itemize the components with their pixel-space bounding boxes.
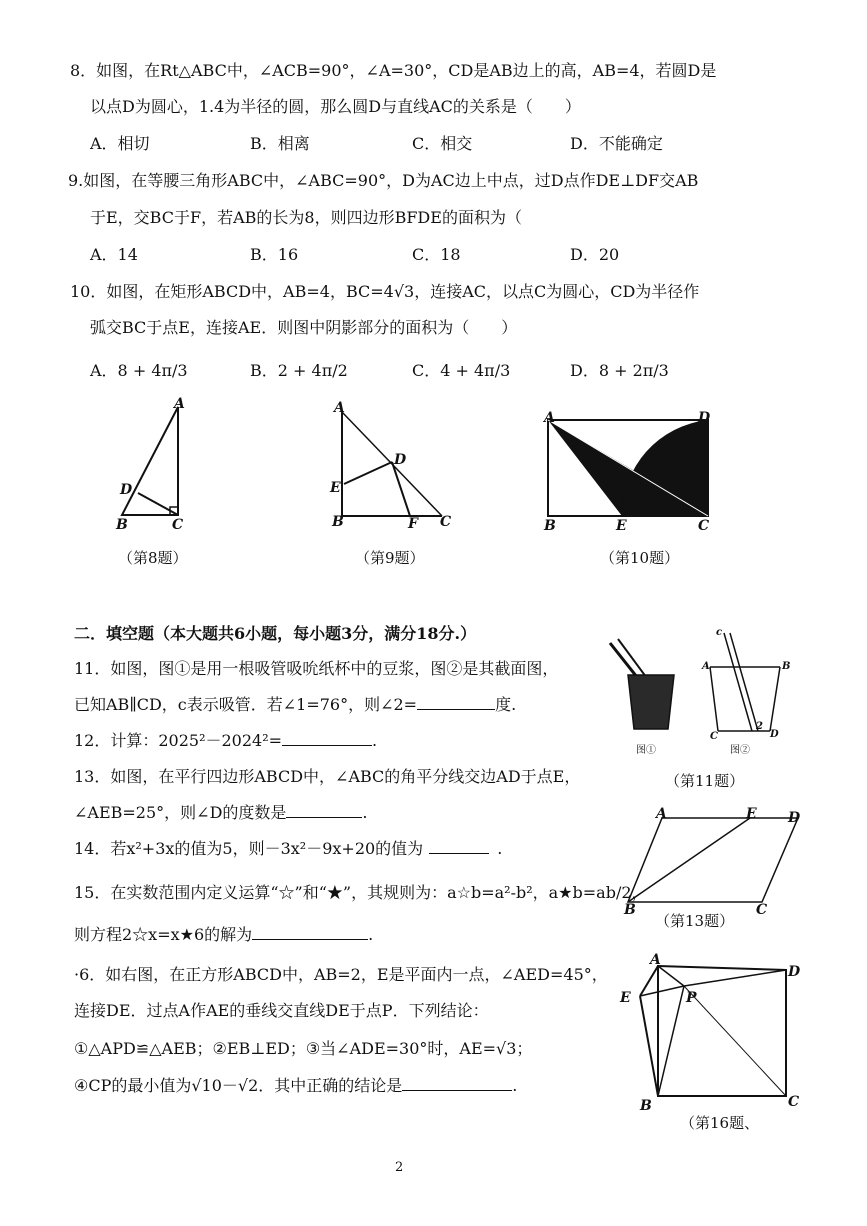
figure-11 — [606, 625, 816, 760]
q14-end: . — [497, 839, 503, 858]
svg-text:B: B — [624, 902, 636, 918]
svg-text:C: C — [172, 517, 184, 533]
svg-text:c: c — [716, 627, 723, 638]
q16-text: ④CP的最小值为√10－√2．其中正确的结论是 — [74, 1076, 403, 1095]
svg-text:P: P — [686, 990, 697, 1006]
svg-text:A: A — [656, 806, 667, 822]
q11-answer-blank[interactable] — [417, 695, 495, 710]
page-number: 2 — [395, 1160, 404, 1175]
q16-end: . — [512, 1076, 518, 1095]
svg-text:B: B — [640, 1098, 652, 1114]
svg-text:B: B — [116, 517, 128, 533]
q9-line2: 于E，交BC于F，若AB的长为8，则四边形BFDE的面积为（ — [90, 208, 522, 227]
svg-text:D: D — [120, 482, 133, 498]
q10-option-d: D．8 + 2π/3 — [570, 361, 669, 380]
q10-option-b: B．2 + 4π/2 — [250, 361, 348, 380]
svg-text:B: B — [782, 661, 791, 672]
q16-answer-blank[interactable] — [402, 1076, 512, 1091]
figure-8 — [110, 395, 200, 535]
figure-16 — [614, 950, 814, 1114]
q8-option-c: C．相交 — [412, 134, 473, 153]
q8-option-b: B．相离 — [250, 134, 310, 153]
svg-text:2: 2 — [756, 721, 763, 732]
svg-text:C: C — [710, 731, 718, 742]
q11-line1: 11．如图，图①是用一根吸管吸吮纸杯中的豆浆，图②是其截面图， — [74, 659, 559, 678]
q13-text: ∠AEB=25°，则∠D的度数是 — [74, 803, 287, 822]
caption-fig9: （第9题） — [355, 549, 425, 567]
caption-fig16: （第16题、 — [680, 1114, 760, 1132]
q12-line — [74, 728, 377, 751]
svg-text:C: C — [756, 902, 768, 918]
q9-option-d: D．20 — [570, 245, 620, 264]
svg-text:E: E — [746, 806, 757, 822]
svg-text:E: E — [620, 990, 631, 1006]
caption-fig13: （第13题） — [655, 912, 735, 930]
svg-text:A: A — [650, 952, 661, 968]
q9-line1: 9.如图，在等腰三角形ABC中，∠ABC=90°，D为AC边上中点，过D点作DE⊥DF交AB — [68, 171, 699, 190]
svg-text:A: A — [174, 396, 185, 412]
q12-answer-blank[interactable] — [282, 731, 372, 746]
fig11-label-left: 图① — [636, 745, 656, 756]
q11-text: 已知AB∥CD，c表示吸管．若∠1=76°，则∠2= — [74, 695, 418, 714]
caption-fig10: （第10题） — [600, 549, 680, 567]
svg-text:D: D — [788, 964, 801, 980]
q8-option-d: D．不能确定 — [570, 134, 663, 153]
q16-line3: ①△APD≌△AEB；②EB⊥ED；③当∠ADE=30°时，AE=√3； — [74, 1039, 533, 1058]
q12-end: . — [372, 731, 378, 750]
q14-line — [74, 836, 502, 859]
q10-option-a: A．8 + 4π/3 — [90, 361, 188, 380]
section-2-title: 二．填空题（本大题共6小题，每小题3分，满分18分.） — [74, 624, 477, 643]
q11-line2 — [74, 692, 516, 715]
q10-option-c: C．4 + 4π/3 — [412, 361, 511, 380]
q16-line1: ·6．如右图，在正方形ABCD中，AB=2，E是平面内一点，∠AED=45°， — [74, 965, 608, 984]
caption-fig11: （第11题） — [665, 772, 745, 790]
svg-text:D: D — [788, 810, 801, 826]
svg-text:F: F — [408, 516, 418, 532]
q14-text: 14．若x²+3x的值为5，则－3x²－9x+20的值为 — [74, 839, 424, 858]
fig11-label-right: 图② — [730, 745, 750, 756]
q13-answer-blank[interactable] — [286, 803, 362, 818]
svg-text:A: A — [702, 661, 710, 672]
figure-13 — [620, 806, 810, 916]
svg-text:E: E — [330, 480, 341, 496]
q9-option-c: C．18 — [412, 245, 461, 264]
q10-line2: 弧交BC于点E，连接AE．则图中阴影部分的面积为（ ） — [90, 318, 518, 337]
q12-text: 12．计算：2025²－2024²= — [74, 731, 283, 750]
q9-option-a: A．14 — [90, 245, 138, 264]
svg-text:B: B — [544, 518, 556, 534]
q13-end: . — [362, 803, 368, 822]
q15-text: 则方程2☆x=x★6的解为 — [74, 925, 253, 944]
q14-answer-blank[interactable] — [429, 839, 489, 854]
svg-text:D: D — [698, 410, 711, 426]
q10-line1: 10．如图，在矩形ABCD中，AB=4，BC=4√3，连接AC，以点C为圆心，CD为半径作 — [70, 282, 700, 301]
q9-option-b: B．16 — [250, 245, 299, 264]
q8-line1: 8．如图，在Rt△ABC中，∠ACB=90°，∠A=30°，CD是AB边上的高，AB=4，若圆D是 — [70, 61, 717, 80]
svg-text:B: B — [332, 514, 344, 530]
q16-line4 — [74, 1073, 517, 1096]
svg-text:D: D — [770, 729, 779, 740]
figure-9 — [330, 398, 460, 538]
svg-text:C: C — [440, 514, 452, 530]
figure-10 — [540, 410, 720, 535]
q15-line1: 15．在实数范围内定义运算“☆”和“★”，其规则为：a☆b=a²-b²，a★b=ab/2， — [74, 883, 648, 902]
svg-text:E: E — [616, 518, 627, 534]
q15-line2 — [74, 922, 373, 945]
svg-text:A: A — [544, 410, 555, 426]
q11-unit: 度. — [495, 695, 517, 714]
svg-text:D: D — [394, 452, 407, 468]
svg-text:C: C — [698, 518, 710, 534]
q8-line2: 以点D为圆心，1.4为半径的圆，那么圆D与直线AC的关系是（ ） — [90, 97, 581, 116]
q13-line1: 13．如图，在平行四边形ABCD中，∠ABC的角平分线交边AD于点E， — [74, 767, 581, 786]
caption-fig8: （第8题） — [118, 549, 188, 567]
q15-answer-blank[interactable] — [252, 925, 368, 940]
q8-option-a: A．相切 — [90, 134, 150, 153]
svg-text:A: A — [334, 400, 345, 416]
q15-end: . — [368, 925, 374, 944]
q13-line2 — [74, 800, 368, 823]
q16-line2: 连接DE．过点A作AE的垂线交直线DE于点P．下列结论： — [74, 1001, 489, 1020]
svg-text:C: C — [788, 1094, 800, 1110]
